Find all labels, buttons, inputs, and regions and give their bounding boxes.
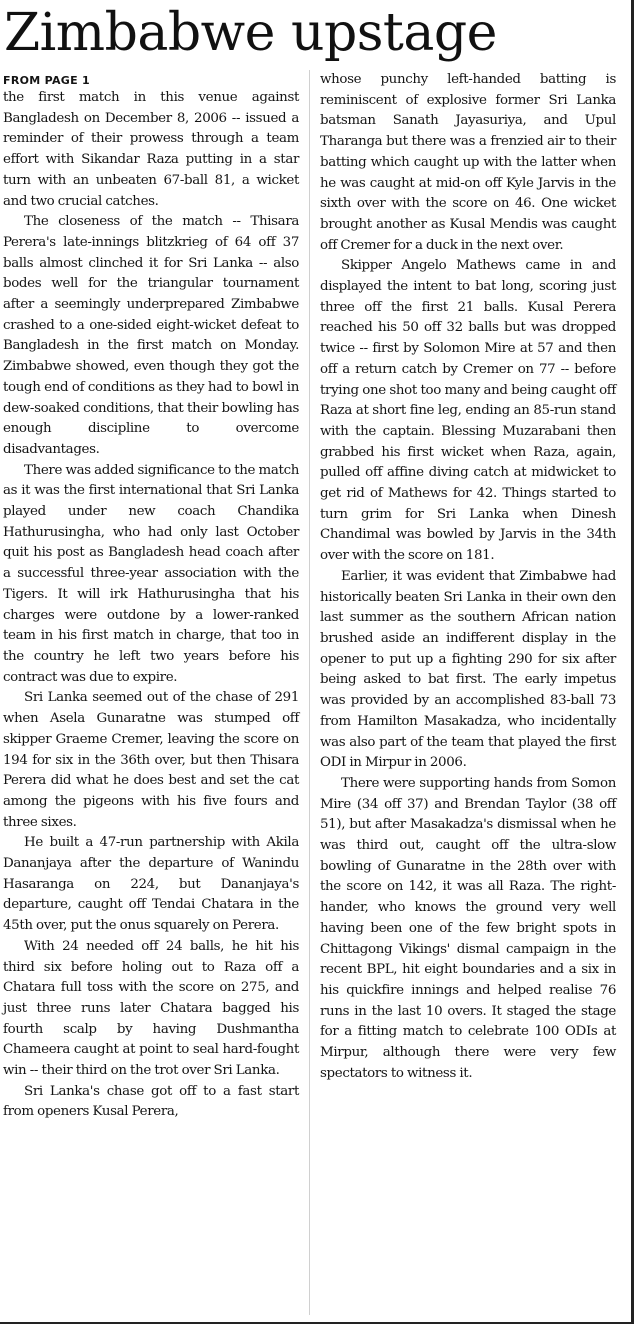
article-column-left: [3, 70, 299, 1123]
headline: Zimbabwe upstage: [4, 3, 497, 63]
article-paragraph: the first match in this venue against Bangladesh on December 8, 2006 -- issued a reminder of their prowess through a team effort with Sikandar Raza putting in a star turn with an unbeaten 67-ball 81, a wicket and two crucial catches.: [3, 90, 299, 209]
article-paragraph: The closeness of the match -- Thisara Perera's late-innings blitzkrieg of 64 off 37 balls almost clinched it for Sri Lanka -- also bodes well for the triangular tournament after a seemingly underprepared Zimbabwe crashed to a one-sided eight-wicket defeat to Bangladesh in the first match on Monday. Zimbabwe showed, even though they got the tough end of conditions as they had to bowl in dew-soaked conditions, that their bowling has enough discipline to overcome disadvantages.: [3, 214, 299, 457]
article-paragraph: There were supporting hands from Somon Mire (34 off 37) and Brendan Taylor (38 off 51), but after Masakadza's dismissal when he was third out, caught off the ultra-slow bowling of Gunaratne in the 28th over with the score on 142, it was all Raza. The right-hander, who knows the ground very well having been one of the few bright spots in Chittagong Vikings' dismal campaign in the recent BPL, hit eight boundaries and a six in his quickfire innings and helped realise 76 runs in the last 10 overs. It staged the stage for a fitting match to celebrate 100 ODIs at Mirpur, although there were very few spectators to witness it.: [320, 775, 616, 1081]
article-paragraph: Skipper Angelo Mathews came in and displayed the intent to bat long, scoring just three off the first 21 balls. Kusal Perera reached his 50 off 32 balls but was dropped twice -- first by Solomon Mire at 57 and then off a return catch by Cremer on 77 -- before trying one shot too many and being caught off Raza at short fine leg, ending an 85-run stand with the captain. Blessing Muzarabani then grabbed his first wicket when Raza, again, pulled off affine diving catch at midwicket to get rid of Mathews for 42. Things started to turn grim for Sri Lanka when Dinesh Chandimal was bowled by Jarvis in the 34th over with the score on 181.: [320, 258, 616, 564]
article-paragraph: There was added significance to the match as it was the first international that Sri Lanka played under new coach Chandika Hathurusingha, who had only last October quit his post as Bangladesh head coach after a successful three-year association with the Tigers. It will irk Hathurusingha that his charges were outdone by a lower-ranked team in his first match in charge, that too in the country he left two years before his contract was due to expire.: [3, 462, 299, 685]
article-paragraph: He built a 47-run partnership with Akila Dananjaya after the departure of Wanindu Hasaranga on 224, but Dananjaya's departure, caught off Tendai Chatara in the 45th over, put the onus squarely on Perera.: [3, 835, 299, 934]
article-paragraph: Sri Lanka seemed out of the chase of 291 when Asela Gunaratne was stumped off skipper Graeme Cremer, leaving the score on 194 for six in the 36th over, but then Thisara Perera did what he does best and set the cat among the pigeons with his five fours and three sixes.: [3, 690, 299, 830]
article-paragraph: With 24 needed off 24 balls, he hit his third six before holing out to Raza off a Chatara full toss with the score on 275, and just three runs later Chatara bagged his fourth scalp by having Dushmantha Chameera caught at point to seal hard-fought win -- their third on the trot over Sri Lanka.: [3, 938, 299, 1079]
column-divider: [309, 70, 310, 1315]
article-column-right: [320, 70, 616, 1084]
article-paragraph: Sri Lanka's chase got off to a fast start from openers Kusal Perera,: [3, 1083, 299, 1120]
article-paragraph: whose punchy left-handed batting is reminiscent of explosive former Sri Lanka batsman Sanath Jayasuriya, and Upul Tharanga but there was a frenzied air to their batting which caught up with the latter when he was caught at mid-on off Kyle Jarvis in the sixth over with the score on 46. One wicket brought another as Kusal Mendis was caught off Cremer for a duck in the next over.: [320, 72, 616, 253]
continuation-kicker: FROM PAGE 1: [3, 74, 91, 87]
article-paragraph: Earlier, it was evident that Zimbabwe had historically beaten Sri Lanka in their own den last summer as the southern African nation brushed aside an indifferent display in the opener to put up a fighting 290 for six after being asked to bat first. The early impetus was provided by an accomplished 83-ball 73 from Hamilton Masakadza, who incidentally was also part of the team that played the first ODI in Mirpur in 2006.: [320, 568, 616, 771]
